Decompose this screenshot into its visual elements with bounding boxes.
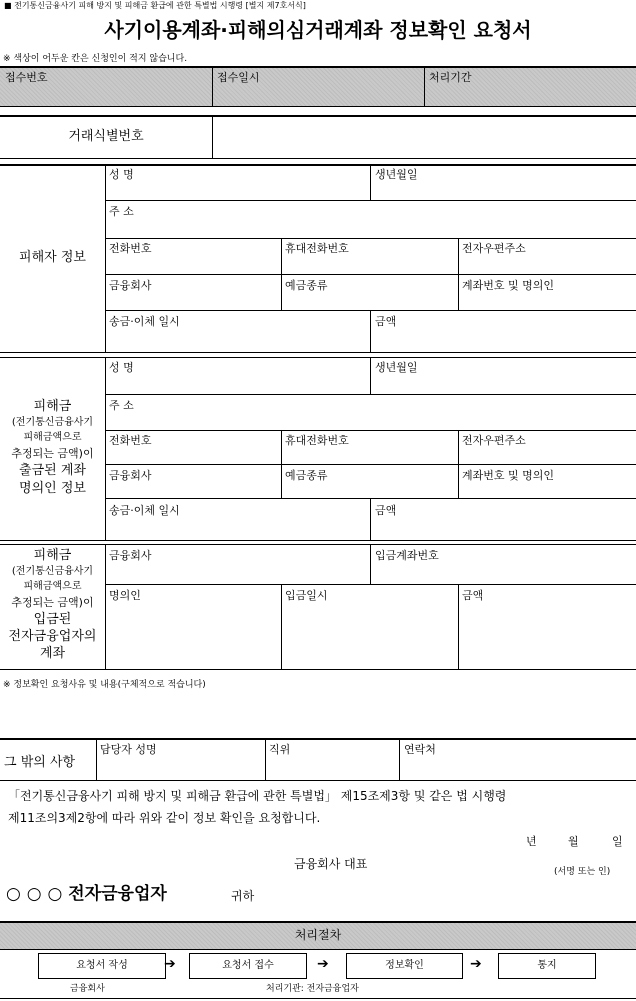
rule	[0, 164, 636, 166]
procedure-actor-left: 금융회사	[70, 984, 105, 994]
receipt-row-shade	[0, 67, 636, 106]
holder-mobile-label: 휴대전화번호	[285, 434, 349, 447]
arrow-right-icon: ➔	[470, 956, 482, 972]
holder-section-line: 피해금	[33, 399, 72, 414]
statement-line-2: 제11조의3제2항에 따라 위와 같이 정보 확인을 요청합니다.	[8, 811, 321, 825]
holder-email-label: 전자우편주소	[462, 434, 526, 447]
rule	[281, 238, 282, 310]
holder-phone-label: 전화번호	[109, 434, 152, 447]
victim-account-label: 계좌번호 및 명의인	[462, 279, 555, 292]
victim-bank-label: 금융회사	[109, 279, 152, 292]
rule	[399, 739, 400, 780]
holder-name-label: 성 명	[109, 361, 134, 374]
ebiz-deposit-account-label: 입금계좌번호	[375, 549, 439, 562]
rule	[0, 669, 636, 670]
ebiz-bank-label: 금융회사	[109, 549, 152, 562]
procedure-actor-right: 처리기관: 전자금융업자	[266, 984, 359, 994]
rule	[458, 430, 459, 498]
victim-transfer-time-label: 송금·이체 일시	[109, 315, 180, 328]
rule	[105, 584, 636, 585]
rule	[0, 921, 636, 923]
rule	[458, 584, 459, 669]
victim-phone-label: 전화번호	[109, 242, 152, 255]
procedure-step-verify: 정보확인	[346, 953, 463, 979]
rule	[105, 394, 636, 395]
victim-email-label: 전자우편주소	[462, 242, 526, 255]
reason-note: ※ 정보확인 요청사유 및 내용(구체적으로 적습니다)	[3, 680, 206, 690]
procedure-step-write: 요청서 작성	[38, 953, 166, 979]
procedure-step-notify: 통지	[498, 953, 596, 979]
rule	[0, 998, 636, 999]
rule	[281, 430, 282, 498]
officer-name-label: 담당자 성명	[100, 743, 157, 756]
statement-line-1: 「전기통신금융사기 피해 방지 및 피해금 환급에 관한 특별법」 제15조제3항 및 같은 법 시행령	[8, 789, 507, 803]
page-title: 사기이용계좌·피해의심거래계좌 정보확인 요청서	[104, 18, 532, 42]
holder-account-label: 계좌번호 및 명의인	[462, 469, 555, 482]
month-label: 월	[568, 835, 579, 848]
rule	[370, 165, 371, 200]
ebiz-section-line: 계좌	[39, 646, 66, 661]
shading-note: ※ 색상이 어두운 칸은 신청인이 적지 않습니다.	[3, 54, 188, 64]
rule	[281, 584, 282, 669]
other-matters-label: 그 밖의 사항	[4, 755, 76, 770]
rule	[105, 200, 636, 201]
ebiz-holder-label: 명의인	[109, 589, 141, 602]
rule	[0, 544, 636, 545]
rule	[105, 464, 636, 465]
rule	[96, 739, 97, 780]
holder-deposit-type-label: 예금종류	[285, 469, 328, 482]
ebiz-section-line: 피해금	[33, 548, 72, 563]
holder-section-line: (전기통신금융사기	[11, 417, 94, 428]
rule	[105, 238, 636, 239]
holder-address-label: 주 소	[109, 399, 134, 412]
holder-transfer-time-label: 송금·이체 일시	[109, 504, 180, 517]
arrow-right-icon: ➔	[164, 956, 176, 972]
transaction-id-field[interactable]	[214, 118, 632, 156]
rule	[424, 67, 425, 106]
ebiz-deposit-time-label: 입금일시	[285, 589, 328, 602]
holder-section-line: 피해금액으로	[23, 432, 82, 443]
rule	[105, 274, 636, 275]
victim-name-label: 성 명	[109, 168, 134, 181]
rule	[0, 352, 636, 353]
reason-field[interactable]	[2, 695, 634, 735]
rule	[0, 540, 636, 541]
ebiz-section-label	[0, 547, 105, 662]
rule	[370, 498, 371, 540]
rule	[0, 357, 636, 358]
rule	[0, 780, 636, 781]
rule	[105, 430, 636, 431]
year-label: 년	[526, 835, 537, 848]
rule	[265, 739, 266, 780]
victim-deposit-type-label: 예금종류	[285, 279, 328, 292]
holder-section-line: 추정되는 금액)이	[11, 447, 94, 460]
victim-birth-label: 생년월일	[375, 168, 418, 181]
rule	[370, 358, 371, 394]
holder-section-line: 출금된 계좌	[19, 463, 86, 478]
procedure-title: 처리절차	[294, 928, 342, 942]
contact-label: 연락처	[404, 743, 436, 756]
ebiz-section-line: 전자금융업자의	[8, 629, 97, 644]
rule	[105, 545, 106, 669]
procedure-step-receive: 요청서 접수	[189, 953, 307, 979]
signature-note: (서명 또는 인)	[554, 867, 611, 877]
representative-label: 금융회사 대표	[294, 857, 368, 871]
rule	[0, 158, 636, 159]
holder-amount-label: 금액	[375, 504, 397, 517]
arrow-right-icon: ➔	[317, 956, 329, 972]
rule	[458, 238, 459, 310]
rule	[370, 310, 371, 352]
rule	[370, 545, 371, 584]
day-label: 일	[612, 835, 623, 848]
holder-section-line: 명의인 정보	[19, 481, 86, 496]
processing-period-label: 처리기간	[429, 71, 472, 84]
rule	[0, 115, 636, 117]
rule	[212, 116, 213, 158]
ebiz-section-line: (전기통신금융사기	[11, 566, 94, 577]
holder-birth-label: 생년월일	[375, 361, 418, 374]
honorific-label: 귀하	[231, 889, 255, 903]
holder-section-label	[0, 398, 105, 498]
victim-amount-label: 금액	[375, 315, 397, 328]
ebiz-section-line: 입금된	[33, 612, 72, 627]
ebiz-section-line: 추정되는 금액)이	[11, 596, 94, 609]
rule	[0, 949, 636, 950]
rule	[105, 165, 106, 353]
rule	[0, 106, 636, 107]
recipient-label: ○ ○ ○ 전자금융업자	[6, 884, 167, 904]
receipt-date-label: 접수일시	[217, 71, 260, 84]
position-label: 직위	[269, 743, 291, 756]
ebiz-amount-label: 금액	[462, 589, 484, 602]
transaction-id-label: 거래식별번호	[68, 129, 144, 144]
victim-address-label: 주 소	[109, 205, 134, 218]
rule	[212, 67, 213, 106]
holder-bank-label: 금융회사	[109, 469, 152, 482]
victim-section-label: 피해자 정보	[19, 250, 86, 265]
form-source-line: ■ 전기통신금융사기 피해 방지 및 피해금 환급에 관한 특별법 시행령 [별지 제7호서식]	[4, 1, 306, 10]
receipt-number-label: 접수번호	[5, 71, 48, 84]
victim-mobile-label: 휴대전화번호	[285, 242, 349, 255]
rule	[105, 358, 106, 541]
rule	[0, 66, 636, 68]
ebiz-section-line: 피해금액으로	[23, 581, 82, 592]
